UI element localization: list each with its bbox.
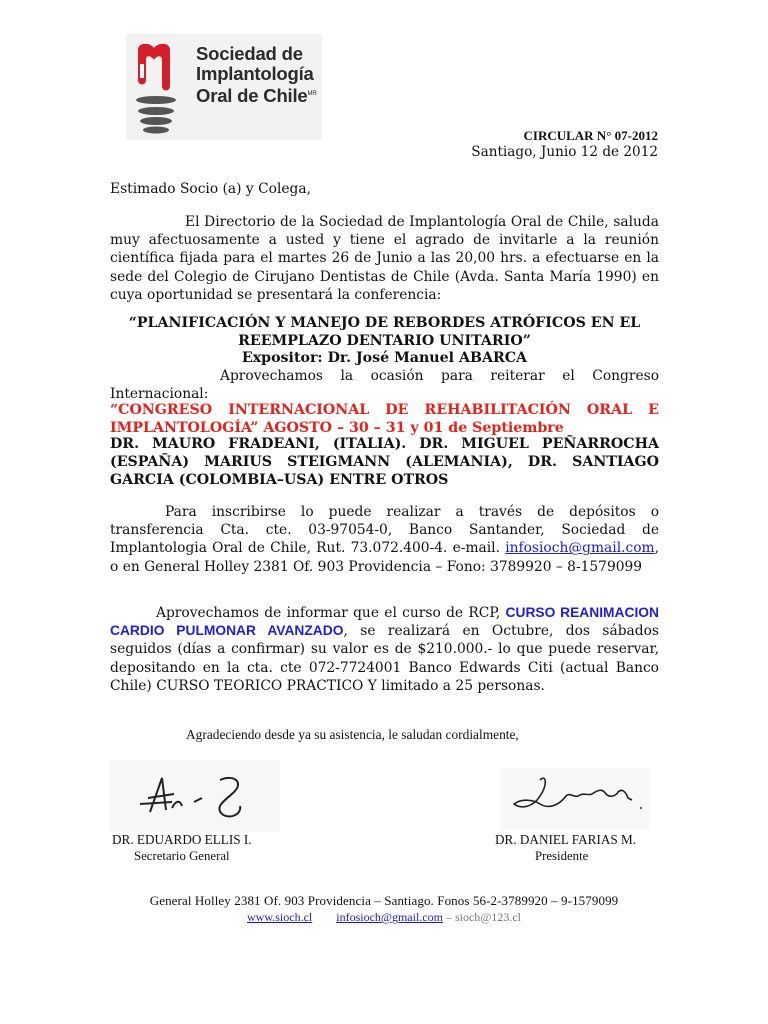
signature-left: [110, 760, 280, 832]
signer-right-role: Presidente: [535, 849, 589, 863]
congress-title: “CONGRESO INTERNACIONAL DE REHABILITACIÓN ORAL E IMPLANTOLOGÍA” AGOSTO – 30 – 31 y 01 de Septiembre: [110, 402, 659, 437]
conference-title: “PLANIFICACIÓN Y MANEJO DE REBORDES ATRÓFICOS EN EL REEMPLAZO DENTARIO UNITARIO”: [128, 315, 641, 350]
paragraph-congress-intro: Aprovechamos la ocasión para reiterar el Congreso Internacional:: [110, 368, 659, 403]
paragraph-registration: Para inscribirse lo puede realizar a través de depósitos o transferencia Cta. cte. 03-97054-0, Banco Santander, Sociedad de Implantologia Oral de Chile, Rut. 73.072.400-4. e-mail. infosioch@gmail.com, o en General Holley 2381 Of. 903 Providencia – Fono: 3789920 – 8-1579099: [110, 504, 659, 575]
congress-speakers: DR. MAURO FRADEANI, (ITALIA). DR. MIGUEL PEÑARROCHA (ESPAÑA) MARIUS STEIGMANN (ALEMANIA), DR. SANTIAGO GARCIA (COLOMBIA–USA) ENTRE OTROS: [110, 436, 659, 489]
email-link[interactable]: infosioch@gmail.com: [505, 540, 655, 557]
speaker-line: Expositor: Dr. José Manuel ABARCA: [241, 350, 528, 366]
footer-email-secondary: – sioch@123.cl: [442, 910, 521, 924]
website-link[interactable]: www.sioch.cl: [247, 910, 313, 924]
signer-left-name: DR. EDUARDO ELLIS I.: [112, 832, 252, 847]
tooth-logo-icon: [130, 40, 192, 136]
signer-left-role: Secretario General: [134, 849, 230, 863]
circular-number: CIRCULAR N° 07-2012: [523, 128, 658, 143]
logo-line-2: Implantología: [196, 63, 314, 84]
logo-line-3: Oral de Chile$^{MR}$: [196, 85, 317, 107]
signature-right: [500, 768, 650, 830]
footer-email-link[interactable]: infosioch@gmail.com: [336, 910, 443, 924]
rcp-course-name: CURSO REANIMACION CARDIO PULMONAR AVANZADO: [110, 605, 659, 639]
logo-mark: MR: [307, 91, 317, 97]
signer-right-name: DR. DANIEL FARIAS M.: [495, 832, 637, 847]
paragraph-invitation: El Directorio de la Sociedad de Implantología Oral de Chile, saluda muy afectuosamente a usted y tiene el agrado de invitarle a la reunión científica fijada para el martes 26 de Junio a las 20,00 hrs. a efectuarse en la sede del Colegio de Cirujano Dentistas de Chile (Avda. Santa María 1990) en cuya oportunidad se presentará la conferencia:: [110, 214, 659, 303]
paragraph-rcp-course: Aprovechamos de informar que el curso de RCP, CURSO REANIMACION CARDIO PULMONAR AVANZADO, se realizará en Octubre, dos sábados seguidos (días a confirmar) su valor es de $210.000.- lo que puede reservar, depositando en la cta. cte 072-7724001 Banco Edwards Citi (actual Banco Chile) CURSO TEORICO PRACTICO Y limitado a 25 personas.: [110, 605, 659, 694]
logo-line-1: Sociedad de: [196, 43, 303, 64]
closing-line: Agradeciendo desde ya su asistencia, le saludan cordialmente,: [186, 727, 519, 742]
footer-address: General Holley 2381 Of. 903 Providencia – Santiago. Fonos 56-2-3789920 – 9-1579099: [149, 893, 619, 908]
letter-date: Santiago, Junio 12 de 2012: [471, 144, 658, 160]
greeting: Estimado Socio (a) y Colega,: [110, 181, 311, 197]
footer-contacts: [0, 910, 768, 925]
logo-text: [196, 44, 316, 106]
